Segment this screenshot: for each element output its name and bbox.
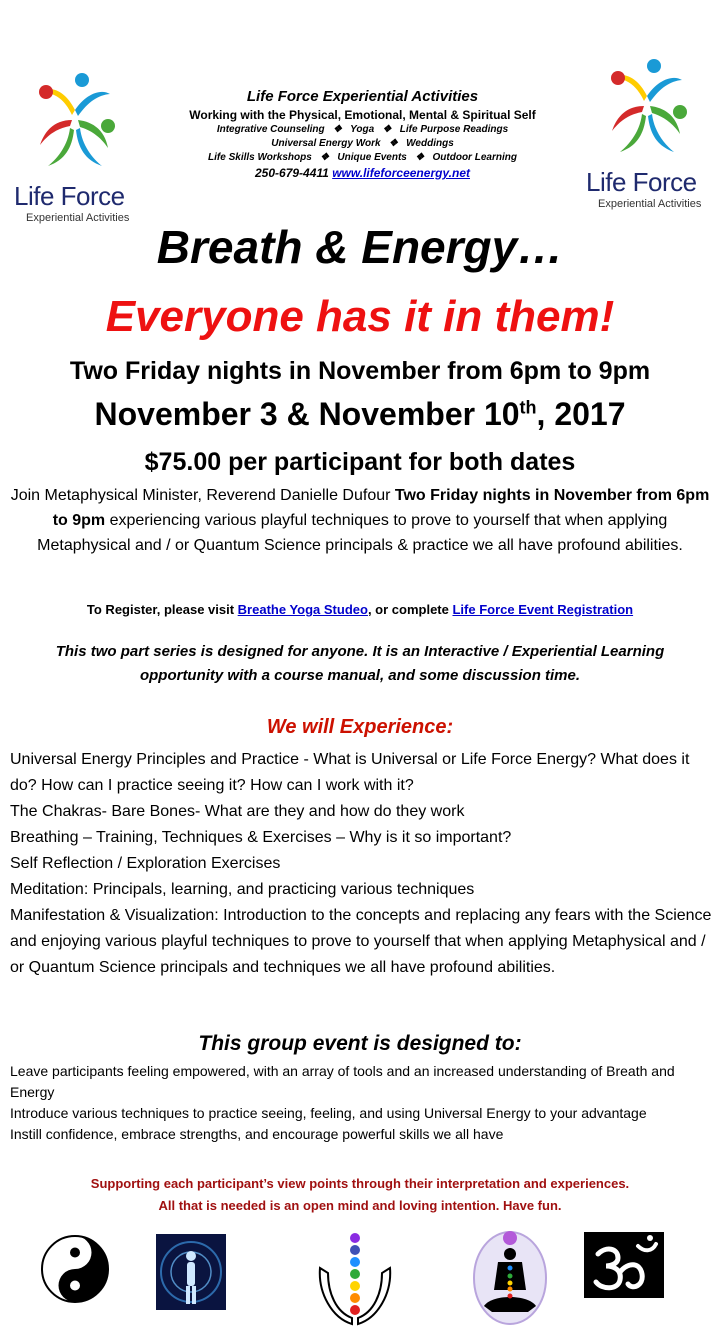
list-item: Leave participants feeling empowered, with an array of tools and an increased understanding of Breath and Energy [10,1063,675,1100]
services-line-3: Life Skills Workshops ❖ Unique Events ❖ Outdoor Learning [208,152,517,163]
register-middle: , or complete [367,602,453,617]
life-force-logo-left [10,70,140,225]
contact-line [150,166,575,180]
closing-line-2: All that is needed is an open mind and loving intention. Have fun. [158,1198,562,1213]
register-line [0,602,720,617]
breathe-yoga-link[interactable]: Breathe Yoga Studeo [237,602,368,617]
experience-list [10,747,712,981]
intro-part2: experiencing various playful techniques to prove to yourself that when applying Metaphysical and / or Quantum Science principals & practice we all have profound abilities. [37,512,683,554]
chakra-hands-icon [314,1228,396,1328]
website-link[interactable]: www.lifeforceenergy.net [332,166,470,180]
meditation-chakra-icon [470,1226,550,1326]
dates-year: , 2017 [536,396,626,432]
list-item: Instill confidence, embrace strengths, and encourage powerful skills we all have [10,1126,504,1142]
services-line-1: Integrative Counseling ❖ Yoga ❖ Life Purpose Readings [216,124,509,135]
headline-everyone: Everyone has it in them! [105,292,615,341]
dates-text: November 3 & November 10 [94,396,520,432]
series-description: This two part series is designed for anyone. It is an Interactive / Experiential Learning opportunity with a course manual, and some discussion time. [55,643,665,684]
phone-number: 250-679-4411 [255,166,329,180]
event-registration-link[interactable]: Life Force Event Registration [452,602,634,617]
headline-dates [0,396,720,433]
intro-bold: Two Friday nights in November from 6pm to 9pm [52,487,710,529]
header-title: Life Force Experiential Activities [246,88,479,105]
list-item: Universal Energy Principles and Practice - What is Universal or Life Force Energy? What does it do? How can I practice seeing it? How can I work with it? [10,751,690,794]
yin-yang-icon [40,1234,110,1304]
headline-breath: Breath & Energy… [156,221,564,273]
logo-name: Life Force [586,167,697,197]
people-logo-icon [10,70,140,170]
list-item: The Chakras- Bare Bones- What are they and how do they work [10,803,465,820]
dates-superscript: th [519,397,537,418]
intro-part1: Join Metaphysical Minister, Reverend Danielle Dufour [10,487,395,504]
logo-name: Life Force [14,181,125,211]
people-logo-icon [582,56,712,156]
services-line-2: Universal Energy Work ❖ Weddings [271,138,454,149]
designed-title: This group event is designed to: [198,1032,522,1055]
list-item: Self Reflection / Exploration Exercises [10,855,281,872]
list-item: Manifestation & Visualization: Introduction to the concepts and replacing any fears with the Science and enjoying various playful techniques to prove to yourself that when applying Metaphysical and / or Quantum Science principals and techniques we all have profound abilities. [10,907,712,976]
logo-subtitle: Experiential Activities [26,212,130,224]
header [150,88,575,180]
register-prefix: To Register, please visit [86,602,238,617]
headline-price: $75.00 per participant for both dates [144,448,576,476]
experience-title: We will Experience: [266,716,454,738]
intro-paragraph [6,483,714,558]
list-item: Introduce various techniques to practice seeing, feeling, and using Universal Energy to your advantage [10,1105,647,1121]
list-item: Breathing – Training, Techniques & Exercises – Why is it so important? [10,829,512,846]
om-icon [584,1232,664,1298]
designed-list [10,1061,712,1145]
header-tagline: Working with the Physical, Emotional, Mental & Spiritual Self [189,108,536,122]
energy-body-icon [156,1234,226,1310]
life-force-logo-right [582,56,712,211]
headline-nights: Two Friday nights in November from 6pm to 9pm [69,357,651,385]
logo-subtitle: Experiential Activities [598,198,702,210]
closing-line-1: Supporting each participant’s view points through their interpretation and experiences. [90,1176,630,1191]
list-item: Meditation: Principals, learning, and practicing various techniques [10,881,475,898]
